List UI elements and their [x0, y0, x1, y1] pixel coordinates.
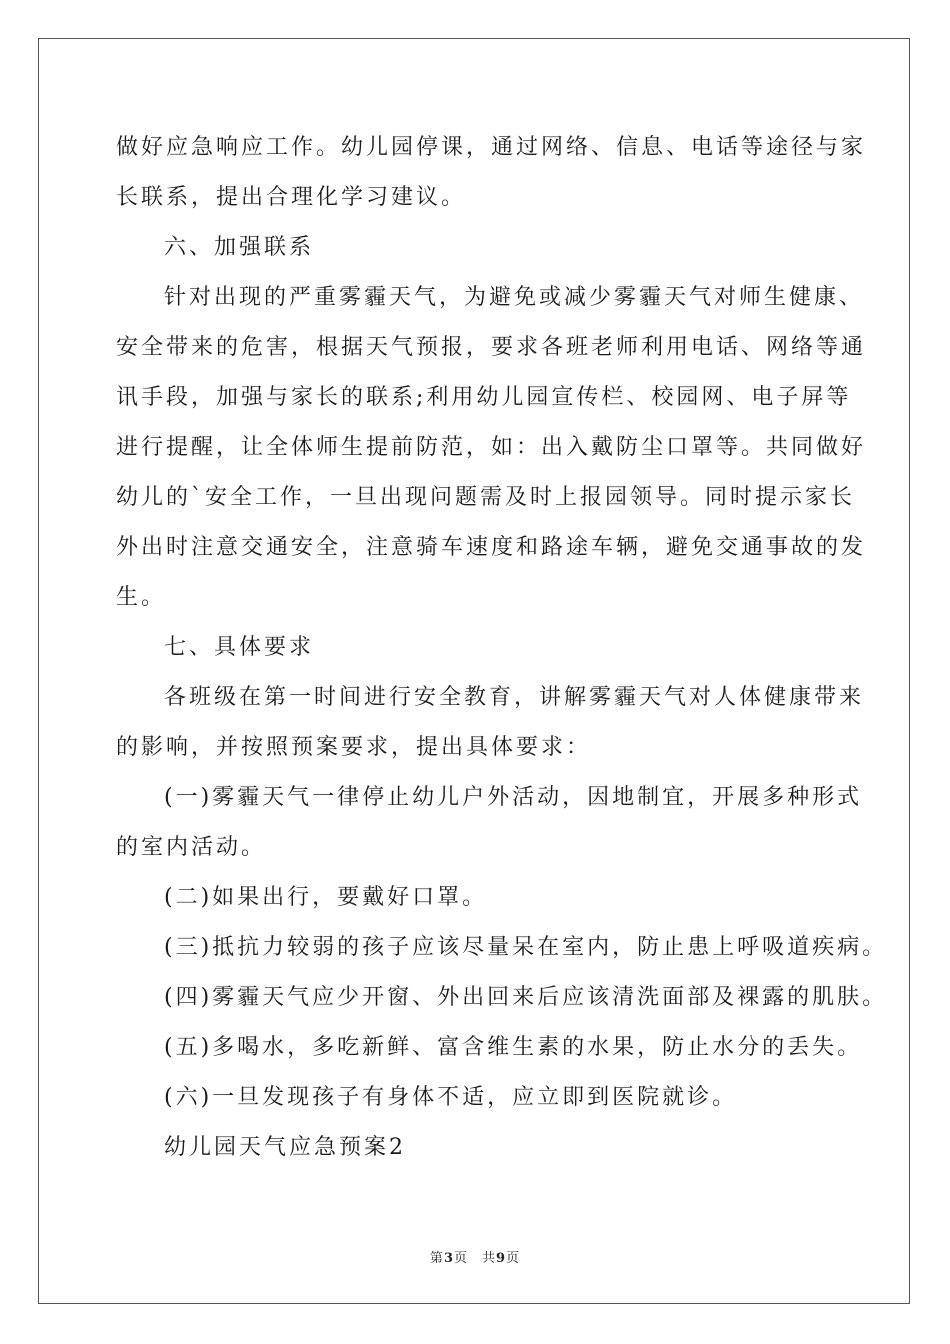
list-item: (一)雾霾天气一律停止幼儿户外活动，因地制宜，开展多种形式: [164, 785, 863, 810]
paragraph-line: 做好应急响应工作。幼儿园停课，通过网络、信息、电话等途径与家: [116, 135, 867, 160]
total-page-count: 9: [496, 1251, 507, 1266]
footer-prefix: 第: [429, 1251, 444, 1266]
page-footer: [0, 1247, 950, 1266]
paragraph-line: 针对出现的严重雾霾天气，为避免或减少雾霾天气对师生健康、: [164, 285, 865, 310]
paragraph-line: 各班级在第一时间进行安全教育，讲解雾霾天气对人体健康带来: [164, 685, 865, 710]
paragraph-line: 外出时注意交通安全，注意骑车速度和路途车辆，避免交通事故的发: [116, 535, 867, 560]
current-page-number: 3: [443, 1251, 454, 1266]
paragraph-line: 生。: [116, 585, 167, 610]
document-title: 幼儿园天气应急预案2: [164, 1135, 406, 1160]
paragraph-line: 进行提醒，让全体师生提前防范，如：出入戴防尘口罩等。共同做好: [116, 435, 867, 460]
section-heading: 六、加强联系: [164, 235, 315, 260]
list-item: (四)雾霾天气应少开窗、外出回来后应该清洗面部及裸露的肌肤。: [164, 985, 888, 1010]
list-item: (三)抵抗力较弱的孩子应该尽量呆在室内，防止患上呼吸道疾病。: [164, 935, 888, 960]
paragraph-line: 长联系，提出合理化学习建议。: [116, 185, 467, 210]
list-item-continuation: 的室内活动。: [116, 835, 267, 860]
section-heading: 七、具体要求: [164, 635, 315, 660]
paragraph-line: 幼儿的`安全工作，一旦出现问题需及时上报园领导。同时提示家长: [116, 485, 856, 510]
footer-suffix: 页: [506, 1251, 521, 1266]
list-item: (五)多喝水，多吃新鲜、富含维生素的水果，防止水分的丢失。: [164, 1035, 863, 1060]
footer-middle: 页 共: [453, 1251, 496, 1266]
paragraph-line: 的影响，并按照预案要求，提出具体要求：: [116, 735, 592, 760]
list-item: (六)一旦发现孩子有身体不适，应立即到医院就诊。: [164, 1085, 738, 1110]
paragraph-line: 讯手段，加强与家长的联系;利用幼儿园宣传栏、校园网、电子屏等: [116, 385, 852, 410]
paragraph-line: 安全带来的危害，根据天气预报，要求各班老师利用电话、网络等通: [116, 335, 867, 360]
list-item: (二)如果出行，要戴好口罩。: [164, 885, 488, 910]
